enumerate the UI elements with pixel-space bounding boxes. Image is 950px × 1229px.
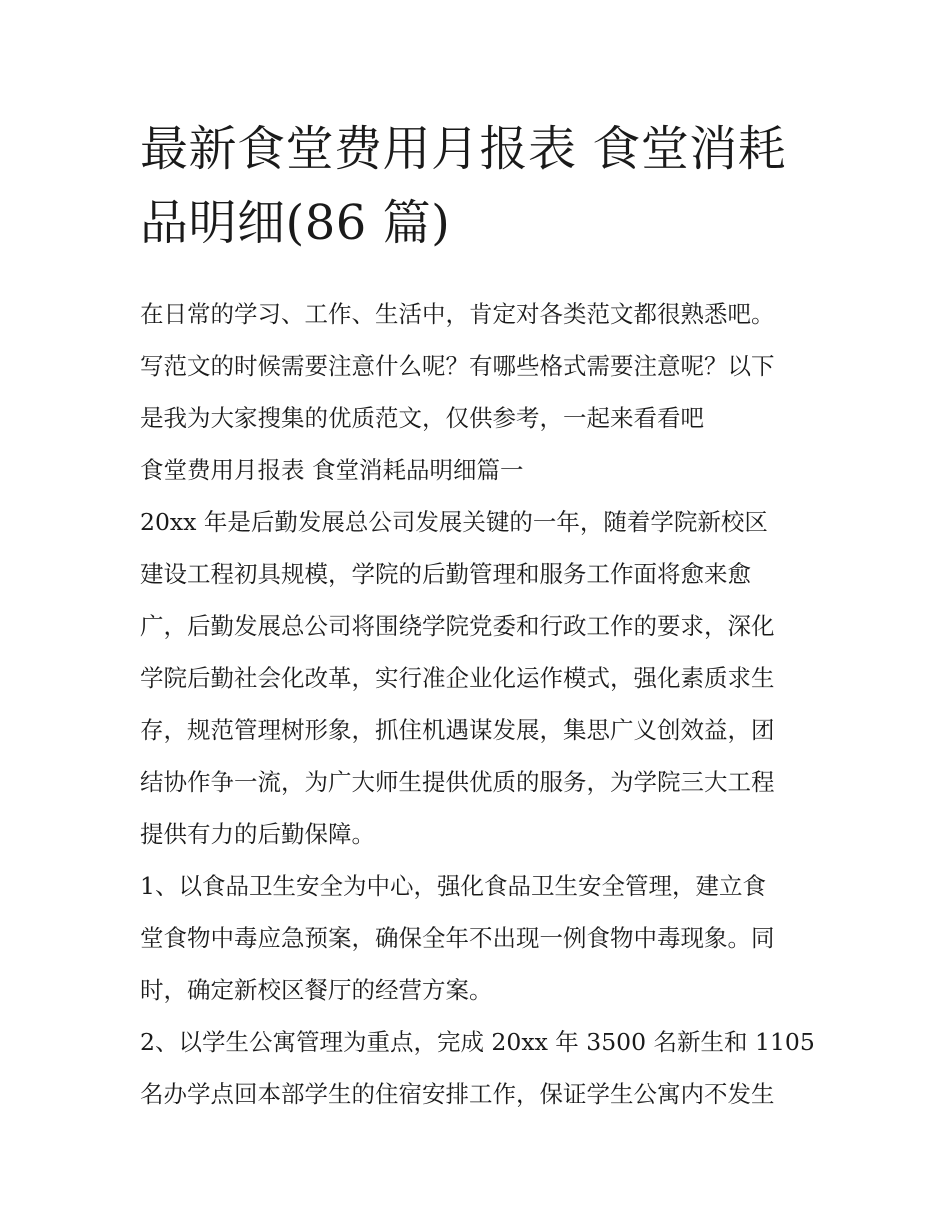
list-item-2-line: 名办学点回本部学生的住宿安排工作，保证学生公寓内不发生 xyxy=(140,1080,775,1108)
section-heading: 食堂费用月报表 食堂消耗品明细篇一 xyxy=(140,456,524,484)
paragraph-line: 20xx 年是后勤发展总公司发展关键的一年，随着学院新校区 xyxy=(140,508,768,536)
list-item-1-line: 1、以食品卫生安全为中心，强化食品卫生安全管理，建立食 xyxy=(140,872,766,900)
document-page xyxy=(140,112,820,1120)
paragraph-line: 广，后勤发展总公司将围绕学院党委和行政工作的要求，深化 xyxy=(140,612,775,640)
list-item-2-line: 2、以学生公寓管理为重点，完成 20xx 年 3500 名新生和 1105 xyxy=(140,1028,815,1056)
paragraph-line: 学院后勤社会化改革，实行准企业化运作模式，强化素质求生 xyxy=(140,664,775,692)
paragraph-line: 建设工程初具规模，学院的后勤管理和服务工作面将愈来愈 xyxy=(140,560,751,588)
document-title xyxy=(140,112,820,260)
paragraph-line: 提供有力的后勤保障。 xyxy=(140,820,375,848)
paragraph-line: 存，规范管理树形象，抓住机遇谋发展，集思广义创效益，团 xyxy=(140,716,775,744)
title-line-1: 最新食堂费用月报表 食堂消耗 xyxy=(140,121,787,177)
paragraph-line: 结协作争一流，为广大师生提供优质的服务，为学院三大工程 xyxy=(140,768,775,796)
list-item-1-line: 堂食物中毒应急预案，确保全年不出现一例食物中毒现象。同 xyxy=(140,924,775,952)
intro-line-3: 是我为大家搜集的优质范文，仅供参考，一起来看看吧 xyxy=(140,404,704,432)
list-item-1-line: 时，确定新校区餐厅的经营方案。 xyxy=(140,976,493,1004)
document-body xyxy=(140,288,820,1120)
intro-line-2: 写范文的时候需要注意什么呢？有哪些格式需要注意呢？以下 xyxy=(140,352,775,380)
title-line-2: 品明细(86 篇) xyxy=(140,195,451,251)
intro-line-1: 在日常的学习、工作、生活中，肯定对各类范文都很熟悉吧。 xyxy=(140,300,775,328)
